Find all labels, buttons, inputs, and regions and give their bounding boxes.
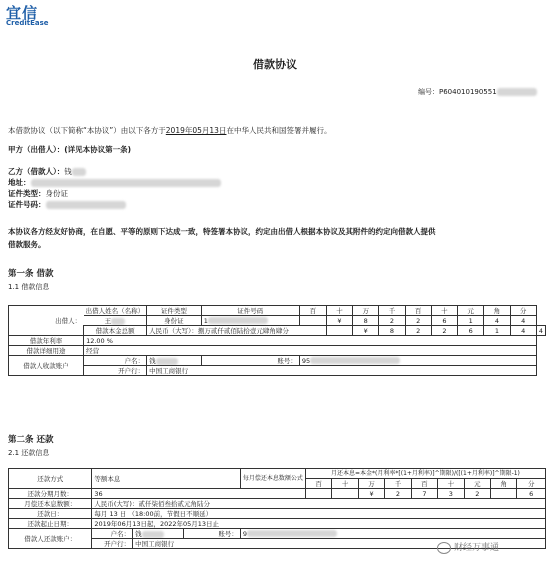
acct-no: 95 — [301, 356, 311, 365]
amt-cell — [326, 326, 352, 336]
holder-cell — [133, 529, 184, 539]
table-row — [9, 366, 546, 376]
periods-label: 还款分期月数： — [9, 489, 92, 499]
use-label: 借款详细用途 — [9, 346, 84, 356]
monthly-label: 月偿还本息数额： — [9, 499, 92, 509]
party-b-line — [8, 167, 86, 177]
holder-name: 钱 — [149, 357, 156, 365]
total-text: 人民币（大写）：捌万贰仟贰佰陆拾壹元肆角肆分 — [147, 326, 327, 336]
amt-cell: 3 — [438, 489, 464, 499]
table-row — [9, 469, 546, 479]
lender-label: 出借人： — [9, 306, 84, 336]
article2-sub: 2.1 还款信息 — [8, 449, 50, 457]
digit-header: 千 — [385, 479, 411, 489]
rate-label: 借款年利率 — [9, 336, 84, 346]
acctno-label: 账号： — [201, 356, 299, 366]
redaction-blur — [208, 317, 268, 324]
period-label: 还款起止日期： — [9, 519, 92, 529]
amt-cell: 7 — [411, 489, 437, 499]
idno-label: 证件号码： — [8, 200, 46, 209]
party-b-address — [8, 178, 221, 188]
amt-cell — [491, 489, 517, 499]
table-row — [9, 326, 546, 336]
col-id-type: 证件类型 — [147, 306, 202, 316]
col-id-no: 证件号码 — [201, 306, 299, 316]
use-value: 经营 — [84, 346, 537, 356]
amt-cell: 2 — [431, 326, 457, 336]
address-label: 地址： — [8, 178, 31, 187]
digit-header: 十 — [438, 479, 464, 489]
digit-header: 千 — [379, 306, 405, 316]
agreement-p2: 借款服务。 — [8, 240, 46, 249]
table-row — [9, 529, 546, 539]
redaction-blur — [72, 168, 86, 176]
amt-cell — [332, 489, 358, 499]
intro-date: 2019年05月13日 — [165, 126, 227, 135]
holder-name: 钱 — [135, 530, 142, 538]
watermark — [437, 540, 499, 554]
digit-header: 百 — [299, 306, 326, 316]
bank-value: 中国工商银行 — [147, 366, 537, 376]
amt-cell: ¥ — [358, 489, 384, 499]
acctno-cell — [299, 356, 536, 366]
amt-cell: 2 — [379, 316, 405, 326]
digit-header: 万 — [353, 306, 379, 316]
table-row — [9, 489, 546, 499]
intro-post: 在中华人民共和国签署并履行。 — [226, 126, 332, 135]
lender-name-cell — [84, 316, 147, 326]
amt-cell: 1 — [484, 326, 510, 336]
serial-label: 编号： — [418, 88, 439, 96]
watermark-text: 财经万事通 — [454, 543, 500, 553]
amt-cell — [305, 489, 331, 499]
method-label: 还款方式 — [9, 469, 92, 489]
amt-cell: ¥ — [353, 326, 379, 336]
article2-title: 第二条 还款 — [8, 435, 54, 445]
redaction-blur — [497, 88, 537, 96]
bank-label: 开户行： — [84, 366, 147, 376]
amt-cell: 1 — [458, 316, 484, 326]
amt-cell: 8 — [353, 316, 379, 326]
repayment-table — [8, 468, 546, 549]
acctno-cell — [240, 529, 545, 539]
party-a: 甲方（出借人）：(详见本协议第一条) — [8, 145, 132, 154]
total-label: 借款本金总额 — [84, 326, 147, 336]
table-row — [9, 519, 546, 529]
lender-idno-cell — [201, 316, 299, 326]
article1-sub: 1.1 借款信息 — [8, 283, 50, 291]
amt-cell: 8 — [379, 326, 405, 336]
period-value: 2019年06月13日起，2022年05月13日止 — [92, 519, 546, 529]
table-row — [9, 356, 546, 366]
bank-value: 中国工商银行 — [133, 539, 546, 549]
digit-header: 十 — [326, 306, 352, 316]
redaction-blur — [156, 358, 178, 365]
acctno-label: 账号： — [183, 529, 240, 539]
amt-cell: 2 — [464, 489, 490, 499]
digit-header: 元 — [458, 306, 484, 316]
digit-header: 分 — [510, 306, 536, 316]
serial-number — [418, 87, 537, 97]
amt-cell: 4 — [484, 316, 510, 326]
holder-cell — [147, 356, 202, 366]
lender-name: 王 — [104, 317, 112, 325]
idtype-value: 身份证 — [45, 189, 68, 198]
acct-no: 9 — [242, 529, 247, 538]
digit-header: 元 — [464, 479, 490, 489]
amt-cell: 2 — [405, 316, 431, 326]
lender-idno: 1 — [203, 316, 208, 325]
table-row — [9, 316, 546, 326]
digit-header: 十 — [332, 479, 358, 489]
table-row — [9, 509, 546, 519]
formula-text: 月还本息=本金*(月利率*[(1+月利率)]^期限)/([(1+月利率)]^期限-1) — [305, 469, 545, 479]
day-label: 还款日： — [9, 509, 92, 519]
amt-cell: 4 — [510, 326, 536, 336]
agreement-p1: 本协议各方经友好协商，在自愿、平等的原则下达成一致，特签署本协议，约定由出借人根据本协议及其附件的约定向借款人提供 — [8, 227, 436, 236]
digit-header: 百 — [411, 479, 437, 489]
digit-header: 角 — [484, 306, 510, 316]
digit-header: 百 — [405, 306, 431, 316]
holder-label: 户名： — [84, 356, 147, 366]
digit-header: 万 — [358, 479, 384, 489]
table-row — [9, 306, 546, 316]
creditease-logo-cn: 宜信 — [6, 4, 39, 22]
loan-info-table — [8, 305, 546, 376]
method-value: 等额本息 — [92, 469, 240, 489]
table-row — [9, 499, 546, 509]
idtype-label: 证件类型： — [8, 189, 46, 198]
party-b-idtype — [8, 189, 68, 199]
amt-cell: 4 — [536, 326, 545, 336]
redaction-blur — [111, 318, 125, 325]
amt-cell: 6 — [431, 316, 457, 326]
document-title: 借款协议 — [253, 58, 297, 71]
periods-value: 36 — [92, 489, 306, 499]
day-value: 每月 13 日 （18:00前，节假日不顺延） — [92, 509, 546, 519]
article1-title: 第一条 借款 — [8, 269, 54, 279]
amt-cell: 2 — [385, 489, 411, 499]
party-b-name: 钱 — [64, 167, 72, 176]
digit-header: 分 — [517, 479, 546, 489]
monthly-text: 人民币(大写)：贰仟柒佰叁拾贰元角陆分 — [92, 499, 546, 509]
bank-label: 开户行： — [92, 539, 133, 549]
wechat-icon — [437, 542, 451, 554]
digit-header: 十 — [431, 306, 457, 316]
lender-idtype: 身份证 — [147, 316, 202, 326]
amt-cell: 6 — [517, 489, 546, 499]
rate-value: 12.00 % — [84, 336, 537, 346]
amt-cell — [299, 316, 326, 326]
holder-label: 户名： — [92, 529, 133, 539]
amt-cell: 2 — [405, 326, 431, 336]
creditease-logo-en: CreditEase — [6, 19, 49, 27]
intro-line — [8, 126, 331, 136]
repay-acct-label: 借款人还款账户： — [9, 529, 92, 549]
table-row — [9, 346, 546, 356]
intro-pre: 本借款协议（以下简称“本协议”）由以下各方于 — [8, 126, 166, 135]
digit-header: 百 — [305, 479, 331, 489]
party-b-idno — [8, 200, 126, 210]
redaction-blur — [142, 531, 164, 538]
amt-cell: ¥ — [326, 316, 352, 326]
party-b-label: 乙方（借款人）： — [8, 167, 65, 176]
redaction-blur — [310, 357, 400, 364]
amt-cell: 6 — [458, 326, 484, 336]
redaction-blur — [46, 201, 126, 209]
formula-label: 每月偿还本息数额公式 — [240, 469, 305, 489]
acct-label: 借款人收款账户 — [9, 356, 84, 376]
redaction-blur — [247, 530, 337, 537]
digit-header: 角 — [491, 479, 517, 489]
col-lender-name: 出借人姓名（名称） — [84, 306, 147, 316]
serial-value: P604010190551 — [439, 88, 497, 96]
table-row — [9, 336, 546, 346]
amt-cell: 4 — [510, 316, 536, 326]
redaction-blur — [31, 179, 221, 187]
